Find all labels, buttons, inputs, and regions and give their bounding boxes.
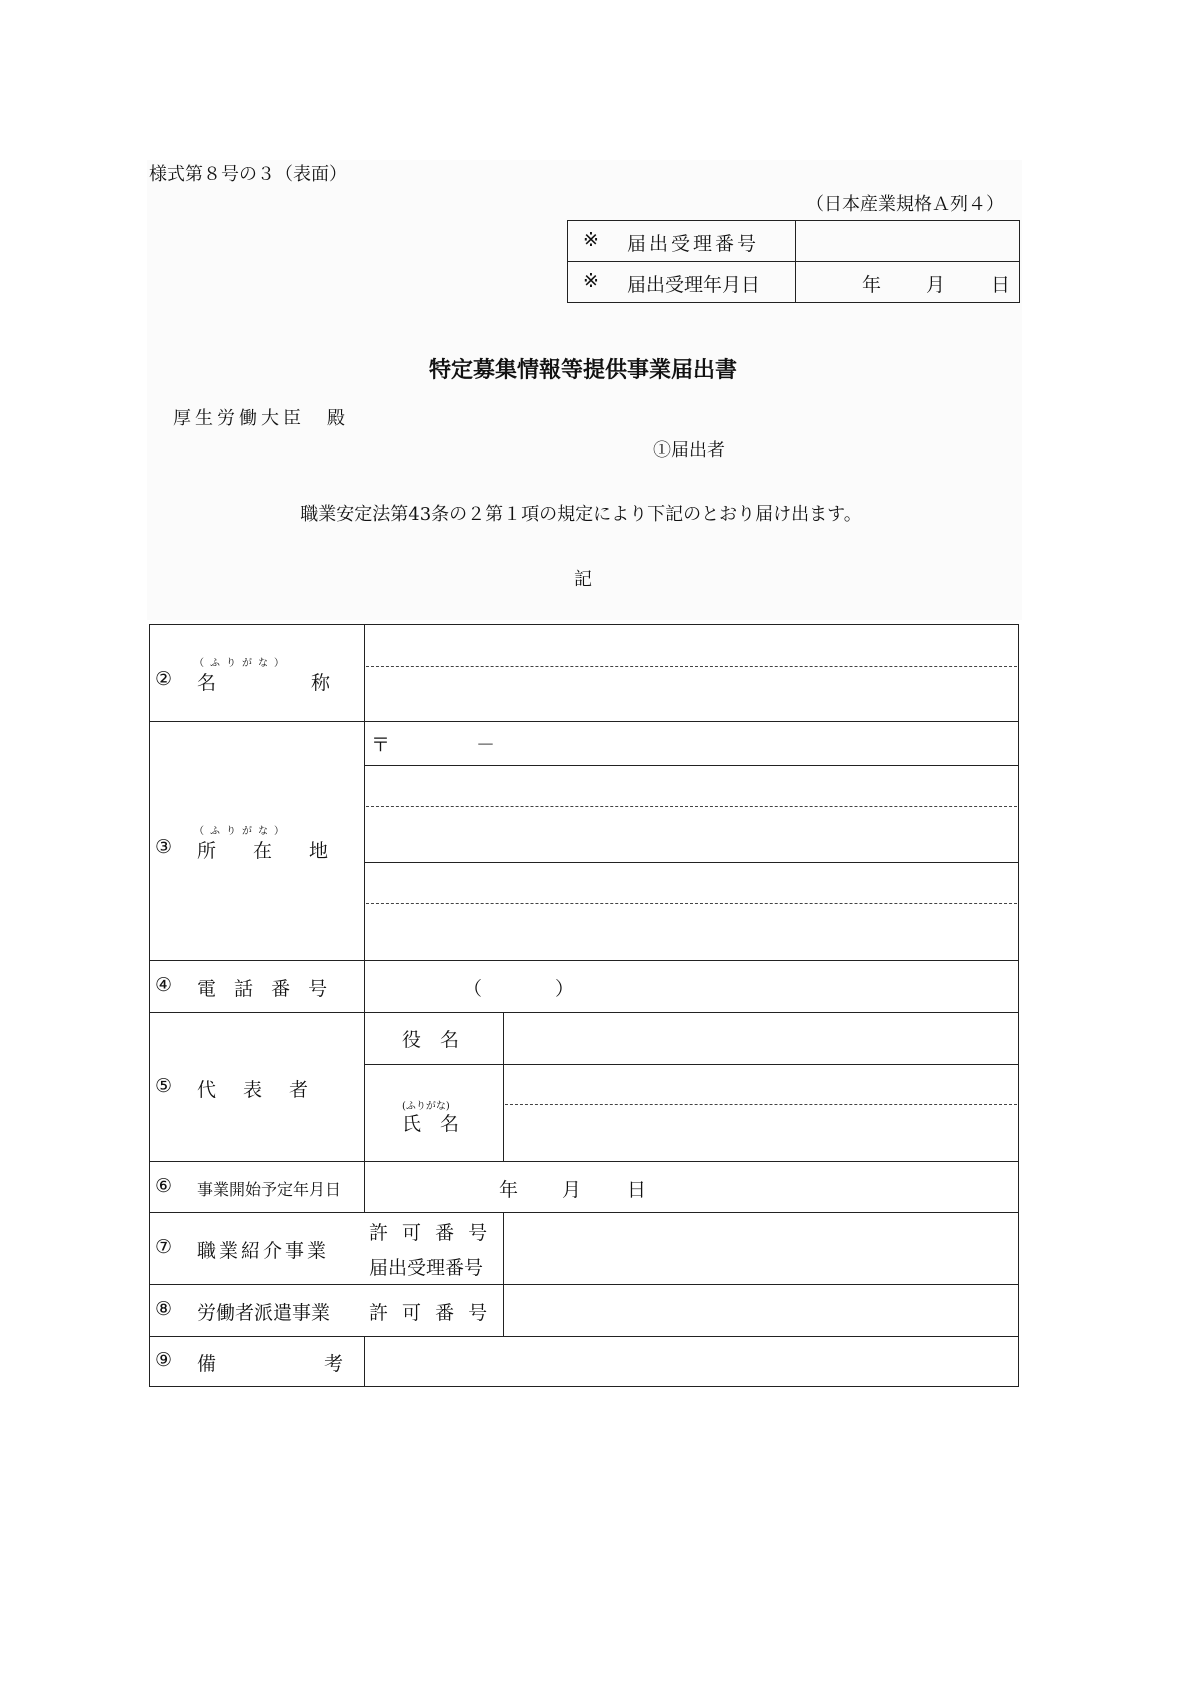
- main-form-table: [149, 624, 1019, 1387]
- receipt-date-label: 届出受理年月日: [627, 274, 761, 296]
- dispatch-number-field[interactable]: [505, 1286, 1017, 1334]
- address-label: 地: [309, 840, 329, 862]
- item-number: ⑤: [155, 1075, 173, 1097]
- item-number: ②: [155, 668, 173, 690]
- rep-name-label: 氏 名: [402, 1113, 460, 1135]
- receipt-number-label: 届出受理番号: [627, 233, 760, 255]
- asterisk-mark: ※: [583, 229, 599, 251]
- permit-number-label: 許 可 番 号: [369, 1222, 492, 1244]
- item-number: ⑧: [155, 1298, 173, 1320]
- permit-number-label: 許 可 番 号: [369, 1302, 492, 1324]
- phone-field[interactable]: [366, 962, 1017, 1010]
- receipt-number-label: 届出受理番号: [369, 1257, 484, 1279]
- name-field[interactable]: [366, 626, 1017, 719]
- furigana-note: （ふりがな）: [194, 826, 290, 837]
- form-number: 様式第８号の３（表面）: [149, 164, 347, 185]
- ki-label: 記: [574, 569, 592, 590]
- notifier-label: ①届出者: [653, 440, 725, 461]
- receipt-number-field[interactable]: [797, 222, 1017, 260]
- receipt-month: 月: [926, 274, 946, 296]
- phone-paren-close: ）: [555, 978, 575, 1000]
- start-year: 年: [499, 1179, 519, 1201]
- addressee: 厚生労働大臣 殿: [173, 408, 349, 429]
- title-label: 役 名: [402, 1029, 460, 1051]
- address-label: 所: [197, 840, 217, 862]
- postal-dash: －: [476, 734, 496, 756]
- postal-code-field[interactable]: [389, 723, 1017, 763]
- start-day: 日: [627, 1179, 647, 1201]
- placement-label: 職業紹介事業: [197, 1240, 330, 1262]
- address-label: 在: [253, 840, 273, 862]
- remarks-label: 考: [324, 1353, 344, 1375]
- asterisk-mark: ※: [583, 270, 599, 292]
- item-number: ⑨: [155, 1349, 173, 1371]
- address-field-1[interactable]: [366, 767, 1017, 860]
- start-date-label: 事業開始予定年月日: [197, 1180, 342, 1199]
- address-field-2[interactable]: [366, 864, 1017, 958]
- name-label: 名: [197, 672, 217, 694]
- start-date-field[interactable]: [366, 1163, 1017, 1210]
- statement: 職業安定法第43条の２第１項の規定により下記のとおり届け出ます。: [300, 504, 862, 525]
- rep-title-field[interactable]: [505, 1014, 1017, 1062]
- remarks-field[interactable]: [366, 1338, 1017, 1385]
- phone-paren-open: （: [463, 978, 483, 1000]
- furigana-note: （ふりがな）: [194, 658, 290, 669]
- placement-number-field[interactable]: [505, 1214, 1017, 1282]
- dispatch-label: 労働者派遣事業: [197, 1302, 331, 1324]
- receipt-day: 日: [991, 274, 1011, 296]
- furigana-note: (ふりがな): [402, 1101, 450, 1112]
- receipt-year: 年: [862, 274, 882, 296]
- item-number: ③: [155, 836, 173, 858]
- remarks-label: 備: [197, 1353, 217, 1375]
- item-number: ⑥: [155, 1175, 173, 1197]
- page-title: 特定募集情報等提供事業届出書: [428, 357, 737, 383]
- postal-mark-icon: 〒: [371, 734, 391, 756]
- name-label: 称: [311, 672, 331, 694]
- start-month: 月: [562, 1179, 582, 1201]
- phone-label: 電 話 番 号: [197, 978, 334, 1000]
- item-number: ④: [155, 974, 173, 996]
- rep-name-field[interactable]: [505, 1066, 1017, 1159]
- paper-standard: （日本産業規格Ａ列４）: [806, 194, 1004, 215]
- representative-label: 代 表 者: [197, 1079, 313, 1101]
- item-number: ⑦: [155, 1236, 173, 1258]
